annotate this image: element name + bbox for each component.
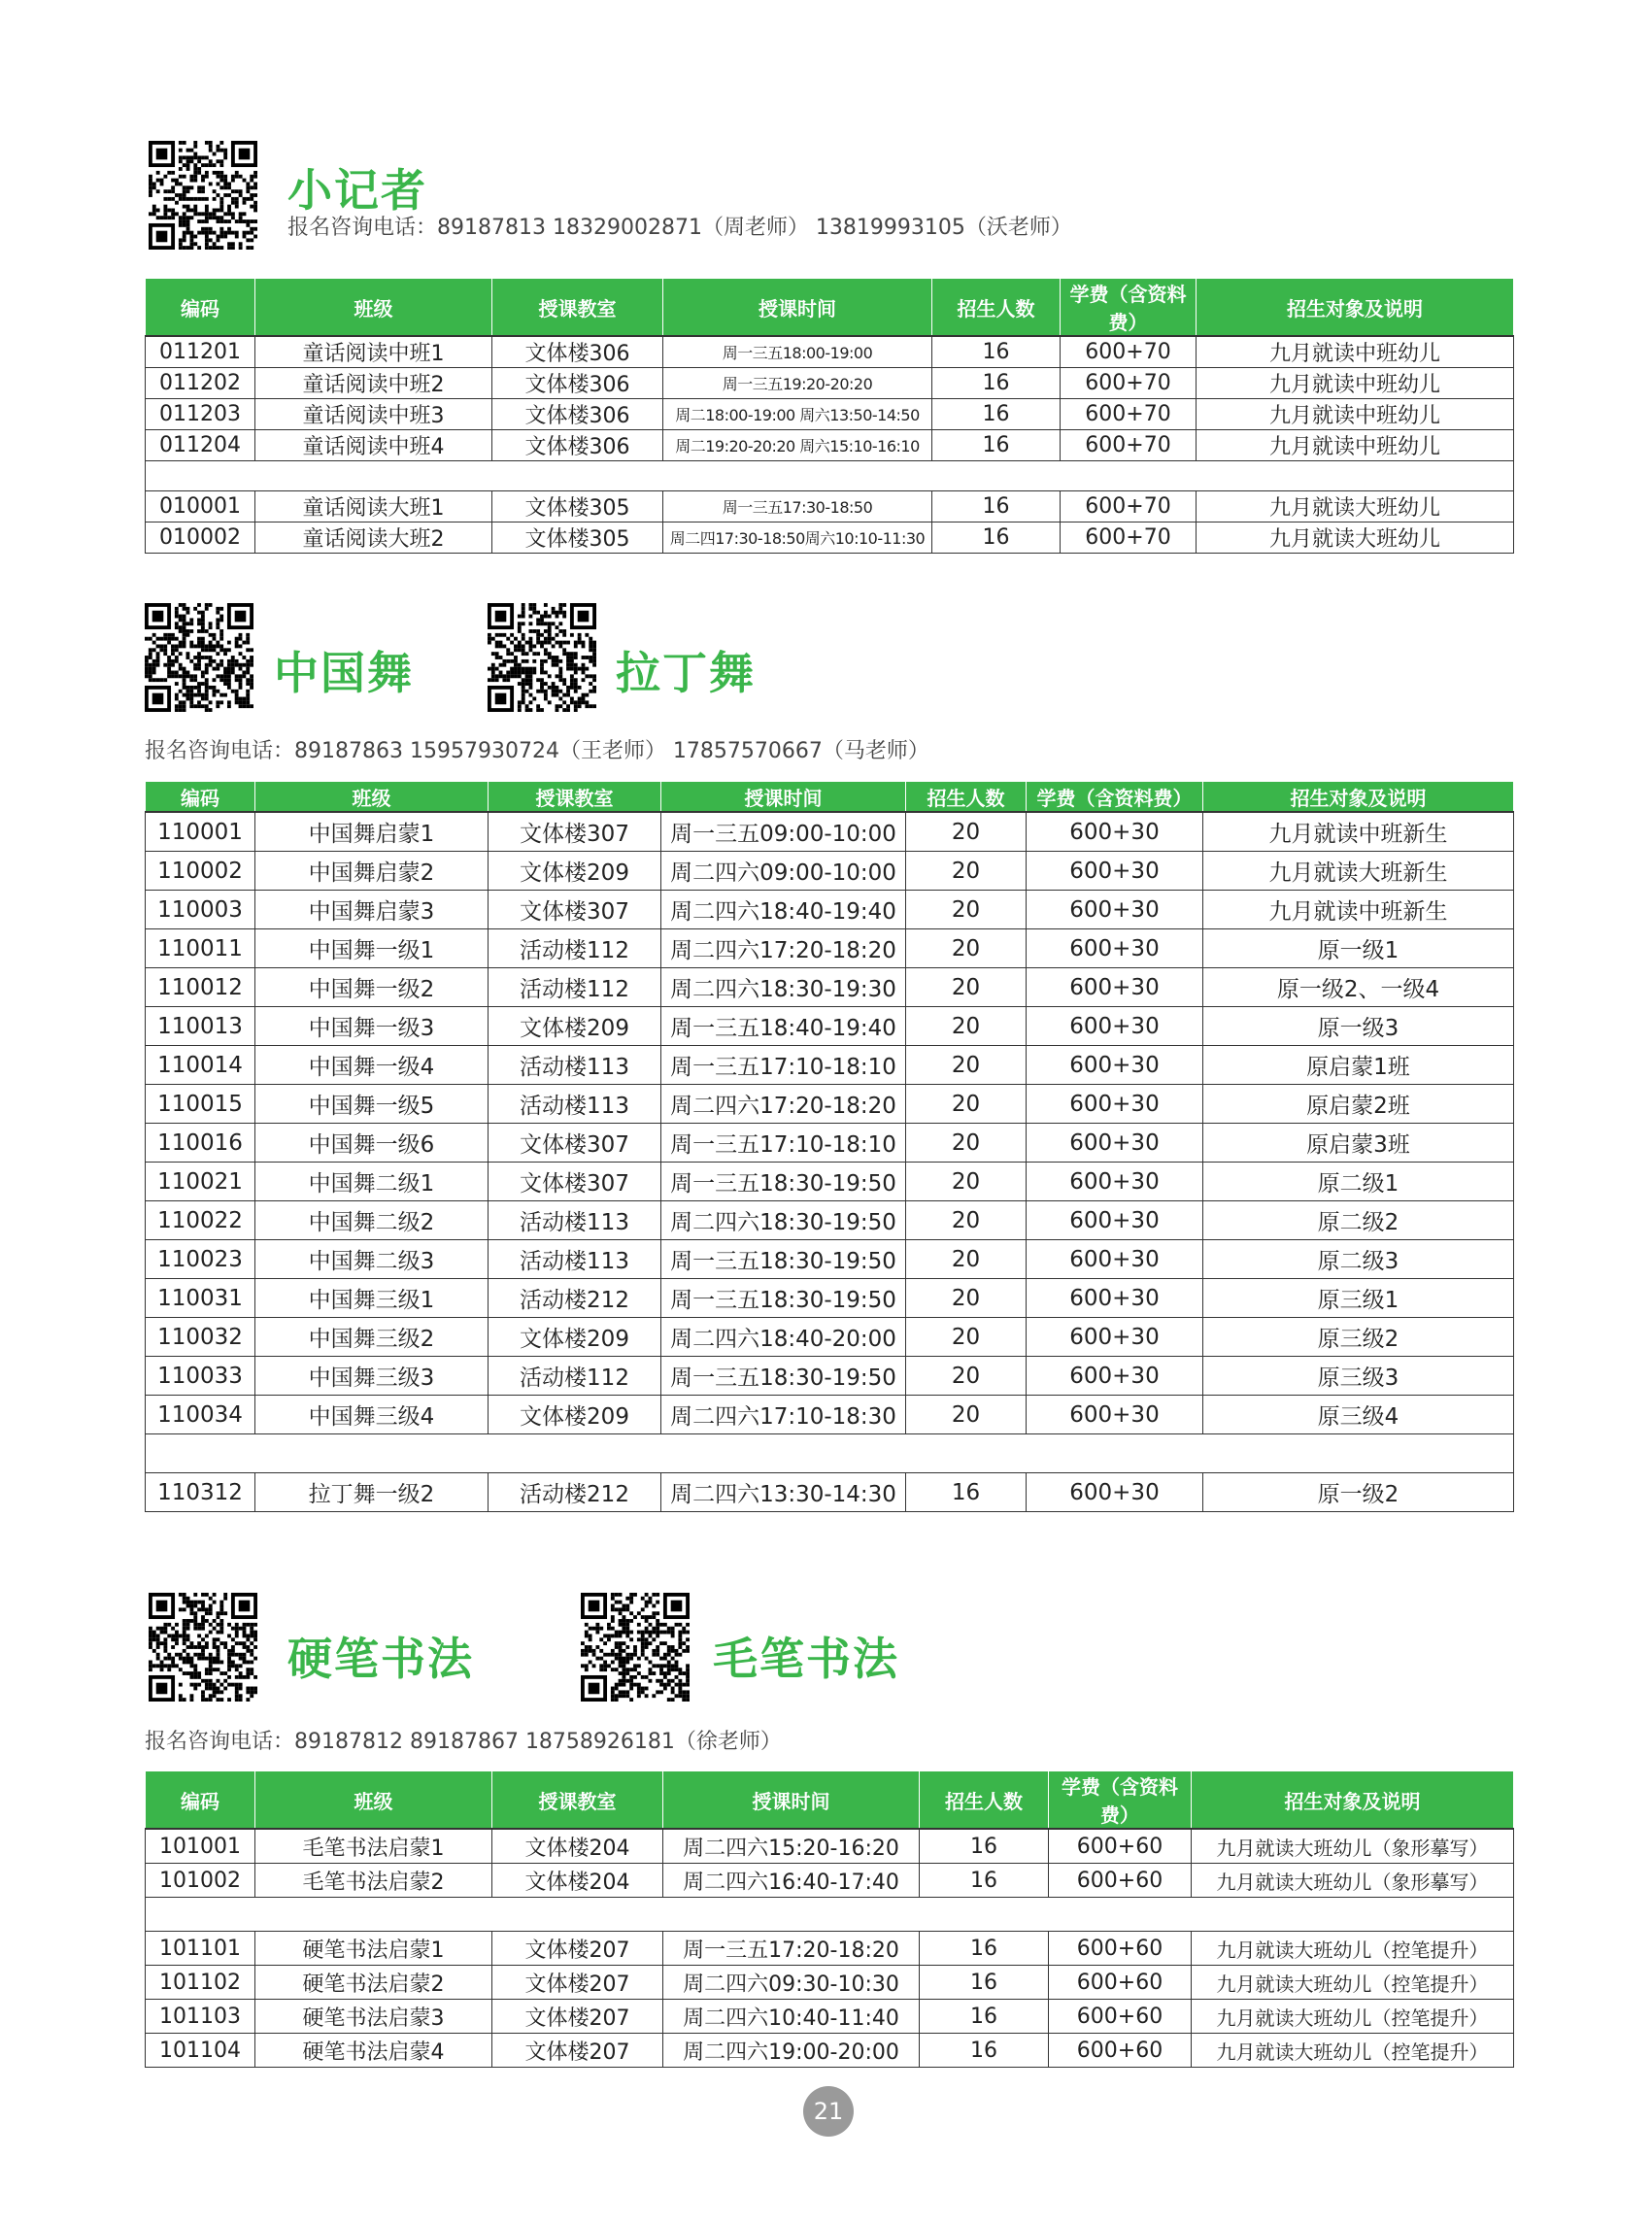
table-cell: 600+70 — [1061, 523, 1197, 554]
table-cell: 600+30 — [1027, 1124, 1203, 1163]
table-cell: 九月就读大班幼儿（控笔提升） — [1192, 2000, 1514, 2034]
table-cell: 600+70 — [1061, 399, 1197, 430]
table-cell: 九月就读大班幼儿 — [1197, 523, 1514, 554]
table-cell: 20 — [906, 929, 1027, 968]
section-title-reporter: 小记者 — [287, 164, 427, 217]
table-cell: 周二四六18:30-19:30 — [661, 968, 906, 1007]
table-cell: 600+70 — [1061, 336, 1197, 368]
table-cell: 600+30 — [1027, 812, 1203, 852]
table-row — [146, 968, 1514, 1007]
table-cell: 中国舞一级6 — [255, 1124, 489, 1163]
table-cell: 110312 — [146, 1473, 255, 1512]
table-row — [146, 1318, 1514, 1357]
table-cell: 16 — [920, 2034, 1049, 2068]
table-cell: 16 — [920, 1829, 1049, 1864]
table-cell: 原启蒙2班 — [1203, 1085, 1514, 1124]
table-cell: 童话阅读中班4 — [255, 430, 492, 461]
schedule-table-reporter — [145, 278, 1514, 554]
table-cell: 16 — [920, 1932, 1049, 1966]
table-row — [146, 1046, 1514, 1085]
schedule-table-dance — [145, 781, 1514, 1512]
table-cell: 600+30 — [1027, 1396, 1203, 1434]
column-header: 授课教室 — [492, 279, 663, 337]
table-cell: 600+60 — [1049, 1966, 1192, 2000]
table-cell: 中国舞二级2 — [255, 1201, 489, 1240]
table-cell: 活动楼212 — [489, 1473, 661, 1512]
table-cell: 周二19:20-20:20 周六15:10-16:10 — [663, 430, 932, 461]
table-cell: 20 — [906, 852, 1027, 891]
table-cell: 周二四六18:40-20:00 — [661, 1318, 906, 1357]
table-row — [146, 852, 1514, 891]
table-cell: 20 — [906, 1201, 1027, 1240]
table-cell: 原二级3 — [1203, 1240, 1514, 1279]
table-cell: 600+30 — [1027, 1318, 1203, 1357]
table-row — [146, 430, 1514, 461]
table-cell: 20 — [906, 1046, 1027, 1085]
contact-info-dance: 报名咨询电话：89187863 15957930724（王老师） 17857570667（马老师） — [145, 739, 929, 763]
table-cell: 周一三五19:20-20:20 — [663, 368, 932, 399]
table-cell: 拉丁舞一级2 — [255, 1473, 489, 1512]
table-cell: 16 — [932, 491, 1061, 523]
qr-code-icon — [581, 1593, 690, 1702]
column-header: 学费（含资料费） — [1027, 782, 1203, 813]
table-cell: 110016 — [146, 1124, 255, 1163]
table-cell: 周二四六16:40-17:40 — [663, 1864, 920, 1898]
table-cell: 600+30 — [1027, 1007, 1203, 1046]
table-cell: 600+30 — [1027, 1046, 1203, 1085]
table-cell: 周二四六09:00-10:00 — [661, 852, 906, 891]
table-cell: 600+30 — [1027, 968, 1203, 1007]
table-cell: 童话阅读大班2 — [255, 523, 492, 554]
table-cell: 周二四六13:30-14:30 — [661, 1473, 906, 1512]
table-cell: 周一三五18:30-19:50 — [661, 1357, 906, 1396]
table-cell: 文体楼307 — [489, 891, 661, 929]
table-cell: 文体楼306 — [492, 430, 663, 461]
table-cell: 童话阅读中班2 — [255, 368, 492, 399]
column-header: 招生人数 — [920, 1771, 1049, 1830]
table-cell: 周一三五18:30-19:50 — [661, 1279, 906, 1318]
qr-code-icon — [149, 1593, 257, 1702]
table-row — [146, 491, 1514, 523]
table-cell: 文体楼306 — [492, 399, 663, 430]
column-header: 编码 — [146, 782, 255, 813]
table-row — [146, 1396, 1514, 1434]
table-cell: 文体楼307 — [489, 1124, 661, 1163]
table-cell: 101002 — [146, 1864, 255, 1898]
table-cell: 九月就读大班新生 — [1203, 852, 1514, 891]
table-cell: 600+30 — [1027, 1085, 1203, 1124]
table-cell: 活动楼112 — [489, 968, 661, 1007]
table-header-row — [146, 1771, 1514, 1830]
table-cell: 毛笔书法启蒙2 — [255, 1864, 492, 1898]
table-header-row — [146, 782, 1514, 813]
column-header: 授课时间 — [663, 1771, 920, 1830]
page-number: 21 — [803, 2086, 854, 2137]
table-cell: 110031 — [146, 1279, 255, 1318]
table-cell: 011204 — [146, 430, 255, 461]
table-row — [146, 1163, 1514, 1201]
table-cell: 活动楼112 — [489, 929, 661, 968]
qr-code-icon — [149, 141, 257, 250]
table-cell: 110013 — [146, 1007, 255, 1046]
table-cell: 110002 — [146, 852, 255, 891]
table-cell: 600+30 — [1027, 1279, 1203, 1318]
table-cell: 周二四17:30-18:50周六10:10-11:30 — [663, 523, 932, 554]
table-cell: 周二四六18:40-19:40 — [661, 891, 906, 929]
table-row — [146, 1279, 1514, 1318]
column-header: 授课时间 — [661, 782, 906, 813]
table-cell: 20 — [906, 968, 1027, 1007]
table-cell: 16 — [932, 523, 1061, 554]
table-cell: 中国舞三级4 — [255, 1396, 489, 1434]
table-cell: 原三级2 — [1203, 1318, 1514, 1357]
table-cell: 周一三五17:10-18:10 — [661, 1046, 906, 1085]
table-cell: 110014 — [146, 1046, 255, 1085]
table-cell: 九月就读中班新生 — [1203, 891, 1514, 929]
table-cell: 周二18:00-19:00 周六13:50-14:50 — [663, 399, 932, 430]
table-cell: 周一三五18:40-19:40 — [661, 1007, 906, 1046]
table-cell: 文体楼307 — [489, 1163, 661, 1201]
column-header: 招生对象及说明 — [1203, 782, 1514, 813]
table-cell: 20 — [906, 1279, 1027, 1318]
table-cell: 周一三五18:30-19:50 — [661, 1163, 906, 1201]
table-cell: 600+60 — [1049, 1932, 1192, 1966]
table-cell: 600+30 — [1027, 929, 1203, 968]
table-cell: 600+60 — [1049, 2034, 1192, 2068]
table-cell: 文体楼306 — [492, 336, 663, 368]
table-cell: 文体楼209 — [489, 852, 661, 891]
table-cell: 600+30 — [1027, 891, 1203, 929]
table-cell: 20 — [906, 1007, 1027, 1046]
table-row — [146, 2000, 1514, 2034]
table-cell: 600+70 — [1061, 368, 1197, 399]
table-cell: 周二四六19:00-20:00 — [663, 2034, 920, 2068]
table-cell: 20 — [906, 1318, 1027, 1357]
table-cell: 中国舞二级1 — [255, 1163, 489, 1201]
table-row — [146, 1357, 1514, 1396]
table-cell: 600+70 — [1061, 430, 1197, 461]
column-header: 编码 — [146, 279, 255, 337]
table-cell: 16 — [906, 1473, 1027, 1512]
table-cell: 110033 — [146, 1357, 255, 1396]
column-header: 班级 — [255, 782, 489, 813]
table-cell: 110015 — [146, 1085, 255, 1124]
table-cell: 周二四六10:40-11:40 — [663, 2000, 920, 2034]
table-row — [146, 1932, 1514, 1966]
section-title-chinese-dance: 中国舞 — [274, 647, 414, 699]
section-title-latin-dance: 拉丁舞 — [616, 647, 756, 699]
table-cell: 活动楼212 — [489, 1279, 661, 1318]
table-cell: 硬笔书法启蒙3 — [255, 2000, 492, 2034]
table-cell: 110012 — [146, 968, 255, 1007]
table-cell: 周一三五18:00-19:00 — [663, 336, 932, 368]
table-cell: 011202 — [146, 368, 255, 399]
table-row — [146, 1966, 1514, 2000]
table-cell: 文体楼207 — [492, 1966, 663, 2000]
table-cell: 中国舞一级2 — [255, 968, 489, 1007]
table-cell: 16 — [932, 399, 1061, 430]
table-cell: 原启蒙1班 — [1203, 1046, 1514, 1085]
column-header: 授课教室 — [492, 1771, 663, 1830]
table-cell: 童话阅读大班1 — [255, 491, 492, 523]
table-cell: 600+60 — [1049, 1829, 1192, 1864]
table-cell: 九月就读大班幼儿（控笔提升） — [1192, 2034, 1514, 2068]
table-cell: 文体楼306 — [492, 368, 663, 399]
table-cell: 600+60 — [1049, 2000, 1192, 2034]
table-cell: 文体楼209 — [489, 1396, 661, 1434]
column-header: 班级 — [255, 279, 492, 337]
table-cell: 20 — [906, 812, 1027, 852]
table-row — [146, 368, 1514, 399]
table-cell: 600+30 — [1027, 1357, 1203, 1396]
table-cell: 110001 — [146, 812, 255, 852]
table-cell: 九月就读中班幼儿 — [1197, 336, 1514, 368]
table-cell: 110022 — [146, 1201, 255, 1240]
column-header: 授课时间 — [663, 279, 932, 337]
table-cell: 文体楼204 — [492, 1864, 663, 1898]
table-cell: 20 — [906, 1357, 1027, 1396]
table-cell: 九月就读大班幼儿（控笔提升） — [1192, 1966, 1514, 2000]
table-cell: 中国舞启蒙3 — [255, 891, 489, 929]
table-cell: 110032 — [146, 1318, 255, 1357]
table-cell: 16 — [920, 1966, 1049, 2000]
column-header: 学费（含资料费） — [1049, 1771, 1192, 1830]
table-row — [146, 1473, 1514, 1512]
table-cell: 中国舞一级5 — [255, 1085, 489, 1124]
table-cell: 周一三五17:10-18:10 — [661, 1124, 906, 1163]
separator-row — [146, 1434, 1514, 1473]
table-cell: 011203 — [146, 399, 255, 430]
table-cell: 活动楼113 — [489, 1201, 661, 1240]
table-row — [146, 1240, 1514, 1279]
table-cell: 周一三五17:30-18:50 — [663, 491, 932, 523]
table-cell: 硬笔书法启蒙1 — [255, 1932, 492, 1966]
table-cell: 600+60 — [1049, 1864, 1192, 1898]
table-row — [146, 812, 1514, 852]
table-row — [146, 399, 1514, 430]
table-cell: 周一三五18:30-19:50 — [661, 1240, 906, 1279]
table-cell: 16 — [932, 336, 1061, 368]
table-row — [146, 891, 1514, 929]
table-row — [146, 336, 1514, 368]
table-cell: 20 — [906, 1085, 1027, 1124]
table-cell: 101102 — [146, 1966, 255, 2000]
table-cell: 110023 — [146, 1240, 255, 1279]
column-header: 招生对象及说明 — [1197, 279, 1514, 337]
table-cell: 原二级2 — [1203, 1201, 1514, 1240]
table-cell: 110021 — [146, 1163, 255, 1201]
table-cell: 周二四六17:20-18:20 — [661, 1085, 906, 1124]
qr-code-icon — [145, 603, 253, 712]
table-cell: 16 — [920, 2000, 1049, 2034]
table-row — [146, 1201, 1514, 1240]
column-header: 编码 — [146, 1771, 255, 1830]
contact-info-calligraphy: 报名咨询电话：89187812 89187867 18758926181（徐老师） — [145, 1730, 782, 1754]
table-cell: 周一三五17:20-18:20 — [663, 1932, 920, 1966]
table-header-row — [146, 279, 1514, 337]
table-cell: 中国舞一级4 — [255, 1046, 489, 1085]
table-cell: 活动楼113 — [489, 1085, 661, 1124]
table-cell: 九月就读中班幼儿 — [1197, 430, 1514, 461]
table-cell: 硬笔书法启蒙2 — [255, 1966, 492, 2000]
table-cell: 101101 — [146, 1932, 255, 1966]
table-cell: 16 — [932, 430, 1061, 461]
table-cell: 硬笔书法启蒙4 — [255, 2034, 492, 2068]
table-cell: 活动楼113 — [489, 1240, 661, 1279]
table-cell: 010002 — [146, 523, 255, 554]
column-header: 招生人数 — [932, 279, 1061, 337]
table-cell: 中国舞二级3 — [255, 1240, 489, 1279]
table-cell: 101001 — [146, 1829, 255, 1864]
table-cell: 110003 — [146, 891, 255, 929]
table-cell: 原二级1 — [1203, 1163, 1514, 1201]
table-cell: 九月就读大班幼儿（象形摹写） — [1192, 1829, 1514, 1864]
table-cell: 011201 — [146, 336, 255, 368]
table-cell: 周二四六17:10-18:30 — [661, 1396, 906, 1434]
table-cell: 原一级3 — [1203, 1007, 1514, 1046]
table-cell: 周二四六09:30-10:30 — [663, 1966, 920, 2000]
table-cell: 文体楼207 — [492, 1932, 663, 1966]
table-row — [146, 523, 1514, 554]
table-cell: 101103 — [146, 2000, 255, 2034]
table-cell: 活动楼112 — [489, 1357, 661, 1396]
table-row — [146, 1829, 1514, 1864]
table-cell: 九月就读中班幼儿 — [1197, 399, 1514, 430]
table-row — [146, 2034, 1514, 2068]
table-cell: 010001 — [146, 491, 255, 523]
column-header: 班级 — [255, 1771, 492, 1830]
separator-row — [146, 461, 1514, 491]
table-cell: 周二四六18:30-19:50 — [661, 1201, 906, 1240]
table-cell: 16 — [920, 1864, 1049, 1898]
table-cell: 20 — [906, 1396, 1027, 1434]
table-cell: 原三级3 — [1203, 1357, 1514, 1396]
table-cell: 600+30 — [1027, 1201, 1203, 1240]
table-cell: 文体楼209 — [489, 1007, 661, 1046]
table-row — [146, 929, 1514, 968]
table-cell: 童话阅读中班1 — [255, 336, 492, 368]
table-cell: 中国舞一级3 — [255, 1007, 489, 1046]
table-cell: 九月就读大班幼儿（象形摹写） — [1192, 1864, 1514, 1898]
table-cell: 文体楼305 — [492, 491, 663, 523]
table-cell: 九月就读中班新生 — [1203, 812, 1514, 852]
table-cell: 中国舞三级1 — [255, 1279, 489, 1318]
qr-code-icon — [488, 603, 596, 712]
table-cell: 20 — [906, 1124, 1027, 1163]
table-cell: 原一级2 — [1203, 1473, 1514, 1512]
table-cell: 文体楼305 — [492, 523, 663, 554]
section-title-hard-pen: 硬笔书法 — [287, 1633, 474, 1685]
table-cell: 110011 — [146, 929, 255, 968]
table-cell: 毛笔书法启蒙1 — [255, 1829, 492, 1864]
table-cell: 周一三五09:00-10:00 — [661, 812, 906, 852]
column-header: 授课教室 — [489, 782, 661, 813]
table-cell: 周二四六15:20-16:20 — [663, 1829, 920, 1864]
table-cell: 中国舞启蒙1 — [255, 812, 489, 852]
table-cell: 原一级2、一级4 — [1203, 968, 1514, 1007]
table-cell: 原启蒙3班 — [1203, 1124, 1514, 1163]
table-cell: 16 — [932, 368, 1061, 399]
table-cell: 周二四六17:20-18:20 — [661, 929, 906, 968]
table-cell: 原三级1 — [1203, 1279, 1514, 1318]
table-cell: 中国舞一级1 — [255, 929, 489, 968]
table-cell: 九月就读大班幼儿（控笔提升） — [1192, 1932, 1514, 1966]
table-cell: 110034 — [146, 1396, 255, 1434]
table-cell: 101104 — [146, 2034, 255, 2068]
table-cell: 文体楼307 — [489, 812, 661, 852]
table-cell: 600+70 — [1061, 491, 1197, 523]
contact-info-reporter: 报名咨询电话：89187813 18329002871（周老师） 13819993105（沃老师） — [287, 216, 1072, 240]
table-cell: 文体楼207 — [492, 2000, 663, 2034]
table-cell: 20 — [906, 1163, 1027, 1201]
column-header: 招生对象及说明 — [1192, 1771, 1514, 1830]
table-cell: 中国舞启蒙2 — [255, 852, 489, 891]
table-cell: 原三级4 — [1203, 1396, 1514, 1434]
column-header: 招生人数 — [906, 782, 1027, 813]
table-cell: 文体楼204 — [492, 1829, 663, 1864]
table-cell: 文体楼207 — [492, 2034, 663, 2068]
table-cell: 中国舞三级2 — [255, 1318, 489, 1357]
table-cell: 九月就读大班幼儿 — [1197, 491, 1514, 523]
table-cell: 600+30 — [1027, 1240, 1203, 1279]
table-cell: 20 — [906, 891, 1027, 929]
schedule-table-calligraphy — [145, 1770, 1514, 2068]
table-cell: 600+30 — [1027, 1163, 1203, 1201]
table-row — [146, 1007, 1514, 1046]
section-title-brush: 毛笔书法 — [713, 1633, 899, 1685]
separator-row — [146, 1898, 1514, 1932]
table-row — [146, 1124, 1514, 1163]
column-header: 学费（含资料费） — [1061, 279, 1197, 337]
table-cell: 九月就读中班幼儿 — [1197, 368, 1514, 399]
table-cell: 600+30 — [1027, 852, 1203, 891]
table-cell: 600+30 — [1027, 1473, 1203, 1512]
table-cell: 文体楼209 — [489, 1318, 661, 1357]
table-cell: 原一级1 — [1203, 929, 1514, 968]
table-cell: 童话阅读中班3 — [255, 399, 492, 430]
table-cell: 活动楼113 — [489, 1046, 661, 1085]
table-row — [146, 1864, 1514, 1898]
table-cell: 中国舞三级3 — [255, 1357, 489, 1396]
table-cell: 20 — [906, 1240, 1027, 1279]
table-row — [146, 1085, 1514, 1124]
